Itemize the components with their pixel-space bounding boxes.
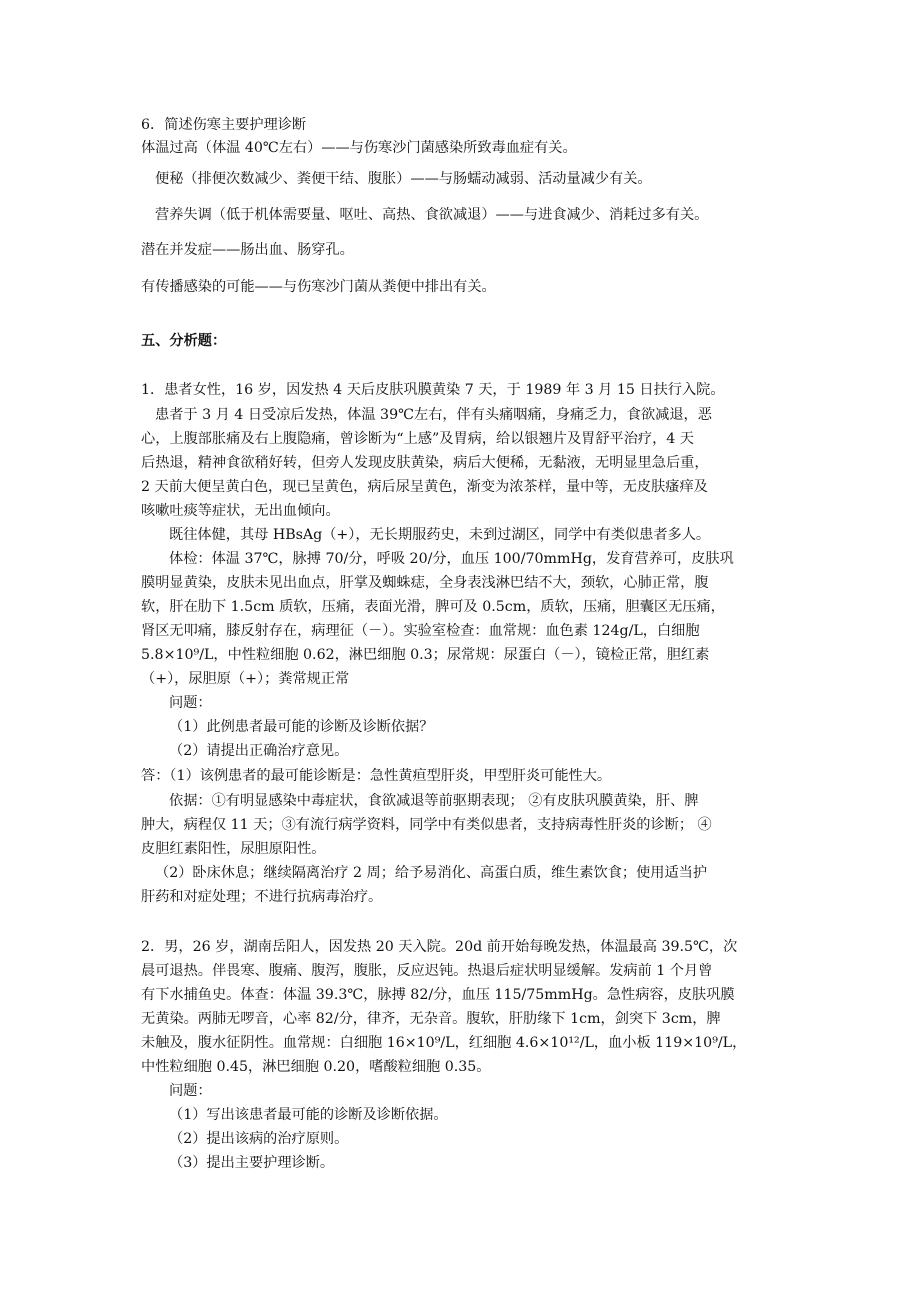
case1-history-line: 心，上腹部胀痛及右上腹隐痛，曾诊断为“上感”及胃病，给以银翘片及胃舒平治疗，4 天 bbox=[141, 431, 694, 447]
q6-item-3: 营养失调（低于机体需要量、呕吐、高热、食欲减退）——与进食减少、消耗过多有关。 bbox=[155, 207, 709, 223]
case1-answer-line: 肿大，病程仅 11 天；③有流行病学资料，同学中有类似患者，支持病毒性肝炎的诊断； ④ bbox=[141, 817, 712, 833]
case2-body-line: 晨可退热。伴畏寒、腹痛、腹泻，腹胀，反应迟钝。热退后症状明显缓解。发病前 1 个月曾 bbox=[141, 963, 713, 979]
case1-past-history: 既往体健，其母 HBsAg（+），无长期服药史，未到过湖区，同学中有类似患者多人。 bbox=[169, 527, 711, 543]
case1-answer-line: 依据：①有明显感染中毒症状，食欲减退等前驱期表现； ②有皮肤巩膜黄染，肝、脾 bbox=[169, 793, 699, 809]
case1-answer-line: 答：（1）该例患者的最可能诊断是：急性黄疸型肝炎，甲型肝炎可能性大。 bbox=[141, 768, 612, 784]
case1-title: 1．患者女性，16 岁，因发热 4 天后皮肤巩膜黄染 7 天，于 1989 年 3 月 15 日扶行入院。 bbox=[141, 382, 725, 398]
case2-body-line: 中性粒细胞 0.45，淋巴细胞 0.20，嗜酸粒细胞 0.35。 bbox=[141, 1059, 491, 1075]
case2-question: （3）提出主要护理诊断。 bbox=[169, 1155, 335, 1171]
case1-question: （1）此例患者最可能的诊断及诊断依据？ bbox=[169, 719, 434, 735]
case2-body-line: 无黄染。两肺无啰音，心率 82/分，律齐，无杂音。腹软，肝肋缘下 1cm，剑突下 3cm，脾 bbox=[141, 1011, 721, 1027]
case1-exam-line: 体检：体温 37℃，脉搏 70/分，呼吸 20/分，血压 100/70mmHg，发育营养可，皮肤巩 bbox=[169, 551, 734, 567]
case1-exam-line: 膜明显黄染，皮肤未见出血点，肝掌及蜘蛛痣，全身表浅淋巴结不大，颈软，心肺正常，腹 bbox=[141, 575, 709, 591]
case1-answer-line: 皮胆红素阳性，尿胆原阳性。 bbox=[141, 841, 326, 857]
q6-item-5: 有传播感染的可能——与伤寒沙门菌从粪便中排出有关。 bbox=[141, 279, 496, 295]
case1-exam-line: 软，肝在肋下 1.5cm 质软，压痛，表面光滑，脾可及 0.5cm，质软，压痛，胆囊区无压痛， bbox=[141, 599, 725, 615]
case2-questions-label: 问题： bbox=[169, 1083, 212, 1099]
case2-body-line: 未触及，腹水征阴性。血常规：白细胞 16×10⁹/L，红细胞 4.6×10¹²/L，血小板 119×10⁹/L， bbox=[141, 1035, 747, 1051]
case1-exam-line: （+），尿胆原（+）；粪常规正常 bbox=[141, 671, 350, 687]
case2-body-line: 2．男，26 岁，湖南岳阳人，因发热 20 天入院。20d 前开始每晚发热，体温最高 39.5℃，次 bbox=[141, 939, 738, 955]
case1-question: （2）请提出正确治疗意见。 bbox=[169, 743, 349, 759]
case2-question: （1）写出该患者最可能的诊断及诊断依据。 bbox=[169, 1107, 448, 1123]
q6-item-2: 便秘（排便次数减少、粪便干结、腹胀）——与肠蠕动减弱、活动量减少有关。 bbox=[155, 171, 652, 187]
case1-answer-line: （2）卧床休息；继续隔离治疗 2 周；给予易消化、高蛋白质，维生素饮食；使用适当护 bbox=[155, 865, 708, 881]
case1-history-line: 患者于 3 月 4 日受凉后发热，体温 39℃左右，伴有头痛咽痛，身痛乏力，食欲减退，恶 bbox=[155, 407, 712, 423]
case2-question: （2）提出该病的治疗原则。 bbox=[169, 1131, 349, 1147]
section-heading: 五、分析题： bbox=[141, 333, 227, 349]
case1-exam-line: 5.8×10⁹/L，中性粒细胞 0.62，淋巴细胞 0.3；尿常规：尿蛋白（－），镜检正常，胆红素 bbox=[141, 647, 710, 663]
q6-title: 6．简述伤寒主要护理诊断 bbox=[141, 117, 307, 133]
case2-body-line: 有下水捕鱼史。体查：体温 39.3℃，脉搏 82/分，血压 115/75mmHg。急性病容，皮肤巩膜 bbox=[141, 987, 735, 1003]
q6-item-4: 潜在并发症——肠出血、肠穿孔。 bbox=[141, 242, 354, 258]
q6-item-1: 体温过高（体温 40℃左右）——与伤寒沙门菌感染所致毒血症有关。 bbox=[141, 140, 577, 156]
case1-answer-line: 肝药和对症处理；不进行抗病毒治疗。 bbox=[141, 889, 383, 905]
case1-history-line: 咳嗽吐痰等症状，无出血倾向。 bbox=[141, 503, 340, 519]
case1-exam-line: 肾区无叩痛，膝反射存在，病理征（－）。实验室检查：血常规：血色素 124g/L，白细胞 bbox=[141, 623, 700, 639]
case1-history-line: 后热退，精神食欲稍好转，但旁人发现皮肤黄染，病后大便稀，无黏液，无明显里急后重， bbox=[141, 455, 709, 471]
case1-history-line: 2 天前大便呈黄白色，现已呈黄色，病后尿呈黄色，渐变为浓茶样，量中等，无皮肤瘙痒及 bbox=[141, 479, 708, 495]
case1-questions-label: 问题： bbox=[169, 695, 212, 711]
